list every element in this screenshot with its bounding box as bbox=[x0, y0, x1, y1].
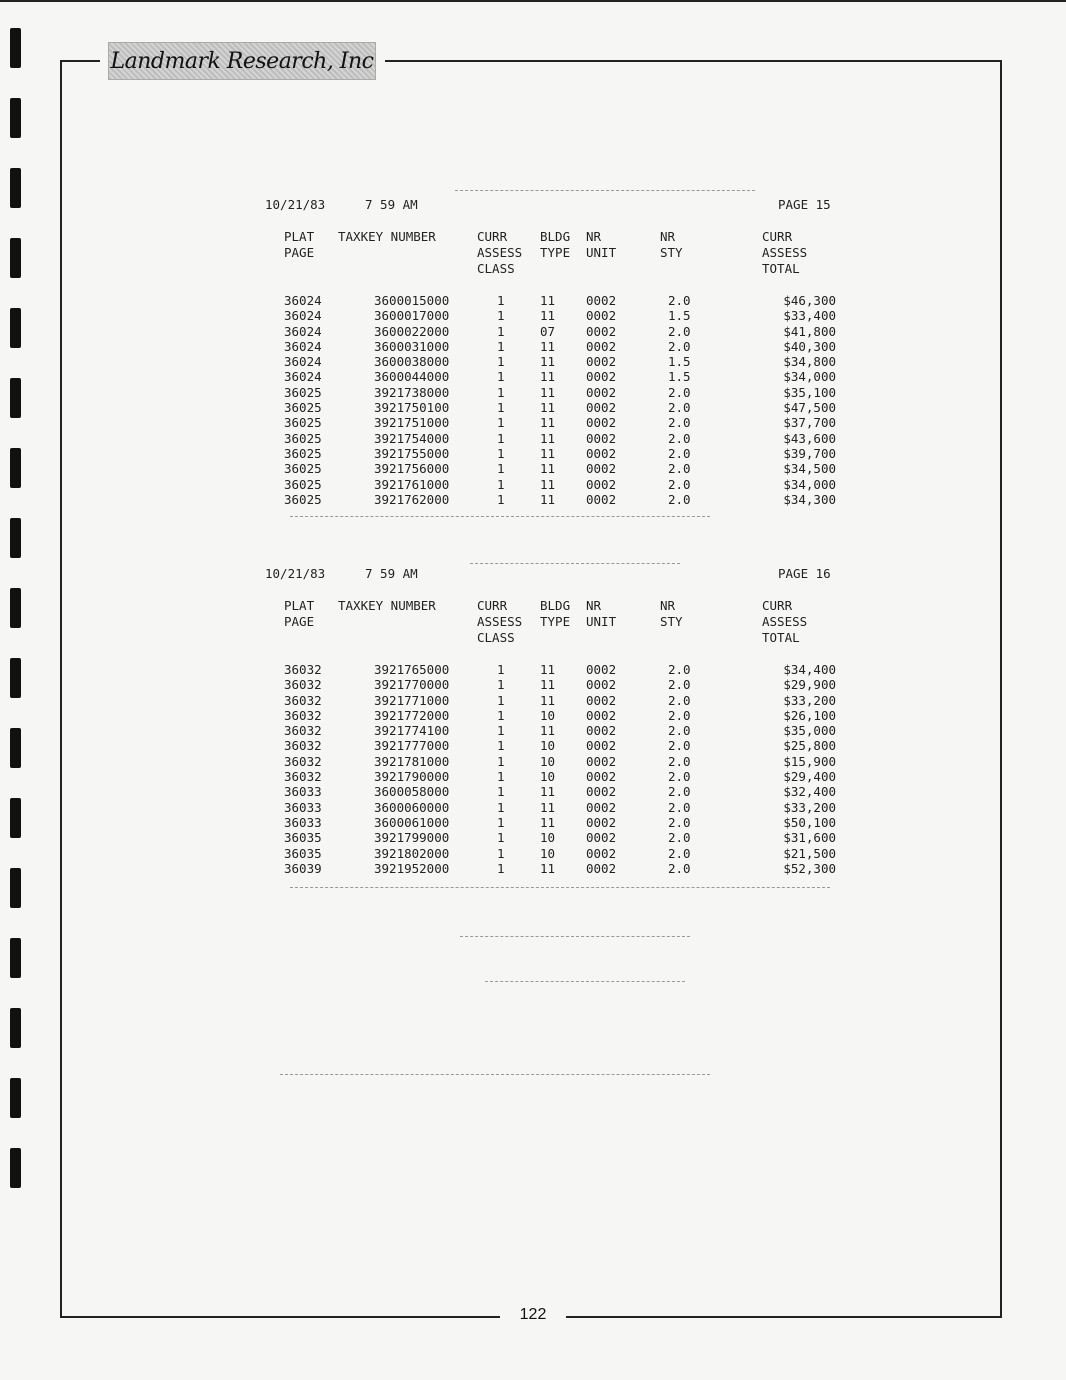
bldg-type-cell: 11 bbox=[540, 293, 556, 308]
assess-class-cell: 1 bbox=[497, 753, 505, 769]
report-header bbox=[260, 197, 860, 217]
nr-sty-cell: 2.0 bbox=[668, 415, 691, 431]
assess-total-cell: $47,500 bbox=[783, 400, 836, 416]
assess-class-cell: 1 bbox=[497, 415, 505, 431]
nr-unit-cell: 0002 bbox=[586, 476, 617, 492]
report-page-16 bbox=[260, 566, 860, 876]
assess-class-cell: 1 bbox=[497, 369, 505, 385]
taxkey-cell: 3921761000 bbox=[374, 476, 450, 492]
table-row bbox=[260, 415, 860, 430]
assess-class-cell: 1 bbox=[497, 384, 505, 400]
nr-unit-cell: 0002 bbox=[586, 369, 617, 385]
assess-class-cell: 1 bbox=[497, 430, 505, 446]
nr-unit-cell: 0002 bbox=[586, 400, 617, 416]
bldg-type-cell: 11 bbox=[540, 799, 556, 815]
bldg-type-cell: 11 bbox=[540, 445, 556, 461]
taxkey-cell: 3921738000 bbox=[374, 384, 450, 400]
table-row bbox=[260, 492, 860, 507]
assess-total-cell: $41,800 bbox=[783, 323, 836, 339]
assess-class-cell: 1 bbox=[497, 784, 505, 800]
assess-class-cell: 1 bbox=[497, 830, 505, 846]
taxkey-cell: 3600015000 bbox=[374, 293, 450, 308]
table-row bbox=[260, 723, 860, 738]
plat-page-cell: 36024 bbox=[284, 369, 322, 385]
bldg-type-cell: 11 bbox=[540, 692, 556, 708]
assess-total-cell: $43,600 bbox=[783, 430, 836, 446]
plat-page-cell: 36025 bbox=[284, 430, 322, 446]
nr-unit-cell: 0002 bbox=[586, 769, 617, 785]
nr-sty-cell: 2.0 bbox=[668, 738, 691, 754]
taxkey-cell: 3921750100 bbox=[374, 400, 450, 416]
plat-page-cell: 36025 bbox=[284, 384, 322, 400]
assess-class-cell: 1 bbox=[497, 491, 505, 507]
report-header bbox=[260, 566, 860, 586]
table-row bbox=[260, 754, 860, 769]
assess-class-cell: 1 bbox=[497, 738, 505, 754]
nr-sty-cell: 2.0 bbox=[668, 400, 691, 416]
assess-class-cell: 1 bbox=[497, 799, 505, 815]
plat-page-cell: 36033 bbox=[284, 799, 322, 815]
nr-unit-cell: 0002 bbox=[586, 814, 617, 830]
taxkey-cell: 3921762000 bbox=[374, 491, 450, 507]
report-page-label: PAGE 15 bbox=[778, 197, 831, 212]
report-date: 10/21/83 bbox=[265, 566, 326, 581]
column-header-nr-unit: NR UNIT bbox=[586, 229, 617, 260]
taxkey-cell: 3921799000 bbox=[374, 830, 450, 846]
taxkey-cell: 3600031000 bbox=[374, 338, 450, 354]
taxkey-cell: 3921774100 bbox=[374, 723, 450, 739]
nr-sty-cell: 1.5 bbox=[668, 354, 691, 370]
taxkey-cell: 3921770000 bbox=[374, 677, 450, 693]
bldg-type-cell: 11 bbox=[540, 491, 556, 507]
nr-sty-cell: 2.0 bbox=[668, 753, 691, 769]
assess-class-cell: 1 bbox=[497, 860, 505, 876]
taxkey-cell: 3600017000 bbox=[374, 308, 450, 324]
binder-holes bbox=[10, 28, 24, 1218]
nr-unit-cell: 0002 bbox=[586, 415, 617, 431]
nr-unit-cell: 0002 bbox=[586, 308, 617, 324]
table-row bbox=[260, 354, 860, 369]
column-header-nr-sty: NR STY bbox=[660, 598, 683, 629]
assess-class-cell: 1 bbox=[497, 692, 505, 708]
plat-page-cell: 36024 bbox=[284, 293, 322, 308]
table-row bbox=[260, 293, 860, 308]
plat-page-cell: 36032 bbox=[284, 692, 322, 708]
assess-class-cell: 1 bbox=[497, 445, 505, 461]
nr-unit-cell: 0002 bbox=[586, 354, 617, 370]
taxkey-cell: 3600044000 bbox=[374, 369, 450, 385]
taxkey-cell: 3921751000 bbox=[374, 415, 450, 431]
bldg-type-cell: 07 bbox=[540, 323, 556, 339]
nr-sty-cell: 2.0 bbox=[668, 293, 691, 308]
plat-page-cell: 36024 bbox=[284, 338, 322, 354]
taxkey-cell: 3921754000 bbox=[374, 430, 450, 446]
assess-total-cell: $29,900 bbox=[783, 677, 836, 693]
column-headers bbox=[260, 229, 860, 285]
nr-unit-cell: 0002 bbox=[586, 338, 617, 354]
nr-unit-cell: 0002 bbox=[586, 738, 617, 754]
bldg-type-cell: 11 bbox=[540, 814, 556, 830]
nr-sty-cell: 2.0 bbox=[668, 707, 691, 723]
bldg-type-cell: 11 bbox=[540, 784, 556, 800]
assess-total-cell: $46,300 bbox=[783, 293, 836, 308]
bldg-type-cell: 11 bbox=[540, 338, 556, 354]
nr-unit-cell: 0002 bbox=[586, 830, 617, 846]
nr-sty-cell: 2.0 bbox=[668, 662, 691, 677]
assess-class-cell: 1 bbox=[497, 308, 505, 324]
assess-total-cell: $52,300 bbox=[783, 860, 836, 876]
assess-class-cell: 1 bbox=[497, 338, 505, 354]
plat-page-cell: 36025 bbox=[284, 415, 322, 431]
plat-page-cell: 36039 bbox=[284, 860, 322, 876]
taxkey-cell: 3921772000 bbox=[374, 707, 450, 723]
assess-total-cell: $34,500 bbox=[783, 461, 836, 477]
taxkey-cell: 3921781000 bbox=[374, 753, 450, 769]
table-row bbox=[260, 446, 860, 461]
plat-page-cell: 36032 bbox=[284, 677, 322, 693]
plat-page-cell: 36025 bbox=[284, 461, 322, 477]
nr-unit-cell: 0002 bbox=[586, 662, 617, 677]
bldg-type-cell: 11 bbox=[540, 415, 556, 431]
bldg-type-cell: 10 bbox=[540, 845, 556, 861]
report-time: 7 59 AM bbox=[365, 197, 418, 212]
column-header-total: CURR ASSESS TOTAL bbox=[762, 598, 808, 645]
nr-sty-cell: 2.0 bbox=[668, 860, 691, 876]
nr-unit-cell: 0002 bbox=[586, 845, 617, 861]
assess-total-cell: $29,400 bbox=[783, 769, 836, 785]
column-headers bbox=[260, 598, 860, 654]
nr-sty-cell: 2.0 bbox=[668, 814, 691, 830]
column-header-taxkey: TAXKEY NUMBER bbox=[338, 229, 436, 244]
assess-total-cell: $37,700 bbox=[783, 415, 836, 431]
plat-page-cell: 36033 bbox=[284, 814, 322, 830]
nr-unit-cell: 0002 bbox=[586, 384, 617, 400]
plat-page-cell: 36035 bbox=[284, 830, 322, 846]
table-row bbox=[260, 738, 860, 753]
assess-total-cell: $39,700 bbox=[783, 445, 836, 461]
bldg-type-cell: 10 bbox=[540, 707, 556, 723]
taxkey-cell: 3921755000 bbox=[374, 445, 450, 461]
taxkey-cell: 3921756000 bbox=[374, 461, 450, 477]
nr-sty-cell: 2.0 bbox=[668, 692, 691, 708]
table-row bbox=[260, 846, 860, 861]
plat-page-cell: 36032 bbox=[284, 707, 322, 723]
bldg-type-cell: 11 bbox=[540, 677, 556, 693]
nr-unit-cell: 0002 bbox=[586, 491, 617, 507]
plat-page-cell: 36025 bbox=[284, 400, 322, 416]
assess-class-cell: 1 bbox=[497, 354, 505, 370]
assess-total-cell: $15,900 bbox=[783, 753, 836, 769]
bldg-type-cell: 10 bbox=[540, 753, 556, 769]
table-row bbox=[260, 861, 860, 876]
assess-total-cell: $35,000 bbox=[783, 723, 836, 739]
nr-unit-cell: 0002 bbox=[586, 692, 617, 708]
nr-sty-cell: 2.0 bbox=[668, 476, 691, 492]
taxkey-cell: 3921777000 bbox=[374, 738, 450, 754]
column-header-assess-class: CURR ASSESS CLASS bbox=[477, 229, 523, 276]
assess-class-cell: 1 bbox=[497, 323, 505, 339]
assess-class-cell: 1 bbox=[497, 662, 505, 677]
nr-unit-cell: 0002 bbox=[586, 677, 617, 693]
bldg-type-cell: 11 bbox=[540, 384, 556, 400]
nr-sty-cell: 2.0 bbox=[668, 445, 691, 461]
assess-class-cell: 1 bbox=[497, 461, 505, 477]
table-row bbox=[260, 369, 860, 384]
taxkey-cell: 3600060000 bbox=[374, 799, 450, 815]
nr-sty-cell: 2.0 bbox=[668, 723, 691, 739]
taxkey-cell: 3921952000 bbox=[374, 860, 450, 876]
bldg-type-cell: 10 bbox=[540, 738, 556, 754]
nr-unit-cell: 0002 bbox=[586, 799, 617, 815]
nr-sty-cell: 2.0 bbox=[668, 461, 691, 477]
nr-unit-cell: 0002 bbox=[586, 860, 617, 876]
plat-page-cell: 36025 bbox=[284, 476, 322, 492]
column-header-plat: PLAT PAGE bbox=[284, 598, 315, 629]
assess-class-cell: 1 bbox=[497, 814, 505, 830]
nr-unit-cell: 0002 bbox=[586, 461, 617, 477]
table-row bbox=[260, 385, 860, 400]
table-row bbox=[260, 431, 860, 446]
assess-class-cell: 1 bbox=[497, 400, 505, 416]
assess-total-cell: $34,800 bbox=[783, 354, 836, 370]
nr-sty-cell: 1.5 bbox=[668, 369, 691, 385]
plat-page-cell: 36032 bbox=[284, 662, 322, 677]
plat-page-cell: 36025 bbox=[284, 491, 322, 507]
nr-sty-cell: 1.5 bbox=[668, 308, 691, 324]
bldg-type-cell: 11 bbox=[540, 308, 556, 324]
assess-class-cell: 1 bbox=[497, 769, 505, 785]
table-row bbox=[260, 477, 860, 492]
column-header-total: CURR ASSESS TOTAL bbox=[762, 229, 808, 276]
table-row bbox=[260, 830, 860, 845]
table-row bbox=[260, 800, 860, 815]
column-header-nr-unit: NR UNIT bbox=[586, 598, 617, 629]
assess-total-cell: $33,200 bbox=[783, 799, 836, 815]
assess-total-cell: $34,400 bbox=[783, 662, 836, 677]
plat-page-cell: 36032 bbox=[284, 738, 322, 754]
nr-sty-cell: 2.0 bbox=[668, 677, 691, 693]
taxkey-cell: 3600038000 bbox=[374, 354, 450, 370]
table-row bbox=[260, 708, 860, 723]
table-row bbox=[260, 677, 860, 692]
table-row bbox=[260, 339, 860, 354]
bldg-type-cell: 11 bbox=[540, 400, 556, 416]
column-header-assess-class: CURR ASSESS CLASS bbox=[477, 598, 523, 645]
assess-class-cell: 1 bbox=[497, 723, 505, 739]
bldg-type-cell: 11 bbox=[540, 476, 556, 492]
assess-total-cell: $33,400 bbox=[783, 308, 836, 324]
nr-sty-cell: 2.0 bbox=[668, 830, 691, 846]
nr-sty-cell: 2.0 bbox=[668, 491, 691, 507]
nr-unit-cell: 0002 bbox=[586, 707, 617, 723]
column-header-bldg-type: BLDG TYPE bbox=[540, 598, 571, 629]
company-logo: Landmark Research, Inc bbox=[108, 42, 376, 80]
table-row bbox=[260, 461, 860, 476]
nr-sty-cell: 2.0 bbox=[668, 430, 691, 446]
table-row bbox=[260, 662, 860, 677]
assess-total-cell: $34,300 bbox=[783, 491, 836, 507]
taxkey-cell: 3921790000 bbox=[374, 769, 450, 785]
data-rows bbox=[260, 662, 860, 876]
assess-class-cell: 1 bbox=[497, 677, 505, 693]
taxkey-cell: 3600058000 bbox=[374, 784, 450, 800]
report-page-label: PAGE 16 bbox=[778, 566, 831, 581]
nr-sty-cell: 2.0 bbox=[668, 338, 691, 354]
table-row bbox=[260, 815, 860, 830]
assess-total-cell: $21,500 bbox=[783, 845, 836, 861]
bldg-type-cell: 11 bbox=[540, 860, 556, 876]
table-row bbox=[260, 769, 860, 784]
nr-unit-cell: 0002 bbox=[586, 293, 617, 308]
taxkey-cell: 3600061000 bbox=[374, 814, 450, 830]
assess-class-cell: 1 bbox=[497, 476, 505, 492]
scan-top-edge bbox=[0, 0, 1066, 2]
table-row bbox=[260, 308, 860, 323]
assess-total-cell: $25,800 bbox=[783, 738, 836, 754]
assess-class-cell: 1 bbox=[497, 707, 505, 723]
report-page-15 bbox=[260, 197, 860, 507]
column-header-plat: PLAT PAGE bbox=[284, 229, 315, 260]
bldg-type-cell: 11 bbox=[540, 354, 556, 370]
taxkey-cell: 3921802000 bbox=[374, 845, 450, 861]
bldg-type-cell: 10 bbox=[540, 769, 556, 785]
assess-total-cell: $33,200 bbox=[783, 692, 836, 708]
table-row bbox=[260, 693, 860, 708]
assess-total-cell: $34,000 bbox=[783, 476, 836, 492]
nr-sty-cell: 2.0 bbox=[668, 845, 691, 861]
assess-total-cell: $35,100 bbox=[783, 384, 836, 400]
nr-unit-cell: 0002 bbox=[586, 445, 617, 461]
table-row bbox=[260, 784, 860, 799]
assess-total-cell: $26,100 bbox=[783, 707, 836, 723]
taxkey-cell: 3600022000 bbox=[374, 323, 450, 339]
assess-total-cell: $34,000 bbox=[783, 369, 836, 385]
nr-unit-cell: 0002 bbox=[586, 723, 617, 739]
nr-sty-cell: 2.0 bbox=[668, 799, 691, 815]
assess-total-cell: $31,600 bbox=[783, 830, 836, 846]
column-header-taxkey: TAXKEY NUMBER bbox=[338, 598, 436, 613]
assess-total-cell: $50,100 bbox=[783, 814, 836, 830]
assess-total-cell: $40,300 bbox=[783, 338, 836, 354]
nr-unit-cell: 0002 bbox=[586, 323, 617, 339]
plat-page-cell: 36032 bbox=[284, 723, 322, 739]
assess-class-cell: 1 bbox=[497, 845, 505, 861]
plat-page-cell: 36024 bbox=[284, 354, 322, 370]
plat-page-cell: 36024 bbox=[284, 323, 322, 339]
assess-total-cell: $32,400 bbox=[783, 784, 836, 800]
bldg-type-cell: 11 bbox=[540, 461, 556, 477]
nr-sty-cell: 2.0 bbox=[668, 323, 691, 339]
page-number: 122 bbox=[519, 1306, 547, 1323]
plat-page-cell: 36032 bbox=[284, 769, 322, 785]
nr-sty-cell: 2.0 bbox=[668, 384, 691, 400]
table-row bbox=[260, 324, 860, 339]
nr-sty-cell: 2.0 bbox=[668, 769, 691, 785]
column-header-nr-sty: NR STY bbox=[660, 229, 683, 260]
nr-unit-cell: 0002 bbox=[586, 753, 617, 769]
report-time: 7 59 AM bbox=[365, 566, 418, 581]
plat-page-cell: 36032 bbox=[284, 753, 322, 769]
plat-page-cell: 36024 bbox=[284, 308, 322, 324]
bldg-type-cell: 11 bbox=[540, 369, 556, 385]
taxkey-cell: 3921771000 bbox=[374, 692, 450, 708]
nr-unit-cell: 0002 bbox=[586, 430, 617, 446]
taxkey-cell: 3921765000 bbox=[374, 662, 450, 677]
column-header-bldg-type: BLDG TYPE bbox=[540, 229, 571, 260]
bldg-type-cell: 11 bbox=[540, 662, 556, 677]
plat-page-cell: 36033 bbox=[284, 784, 322, 800]
bldg-type-cell: 11 bbox=[540, 723, 556, 739]
plat-page-cell: 36035 bbox=[284, 845, 322, 861]
bldg-type-cell: 11 bbox=[540, 430, 556, 446]
table-row bbox=[260, 400, 860, 415]
nr-sty-cell: 2.0 bbox=[668, 784, 691, 800]
bldg-type-cell: 10 bbox=[540, 830, 556, 846]
plat-page-cell: 36025 bbox=[284, 445, 322, 461]
assess-class-cell: 1 bbox=[497, 293, 505, 308]
data-rows bbox=[260, 293, 860, 507]
nr-unit-cell: 0002 bbox=[586, 784, 617, 800]
report-date: 10/21/83 bbox=[265, 197, 326, 212]
